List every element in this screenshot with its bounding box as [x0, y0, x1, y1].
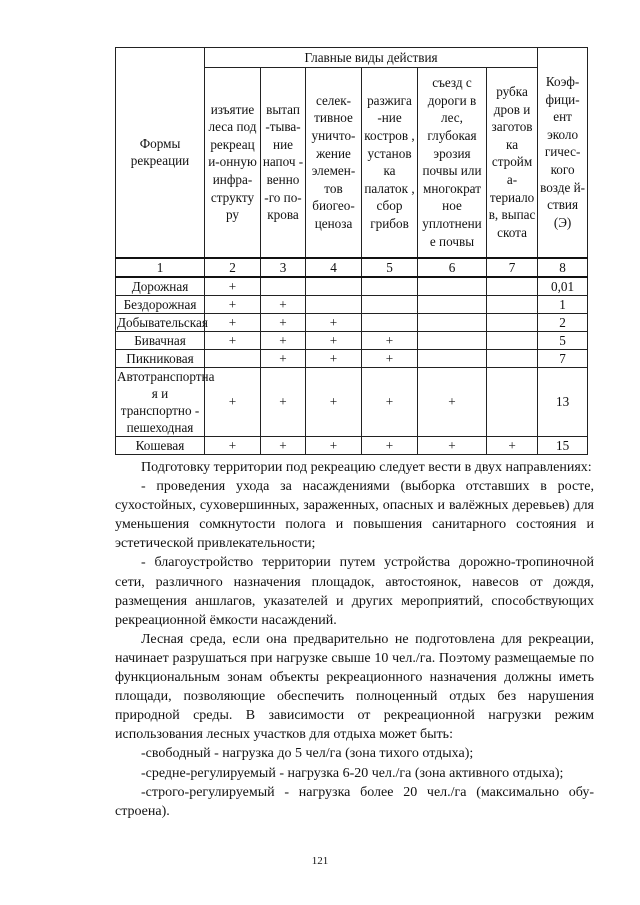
col-number: 4 [306, 258, 362, 277]
cell-mark: + [205, 313, 261, 331]
cell-mark: + [306, 349, 362, 367]
header-col-2: изъятие леса под рекреац и-онную инфра-структу ру [205, 68, 261, 258]
cell-mark [487, 313, 538, 331]
col-number: 5 [362, 258, 418, 277]
cell-mark: + [362, 436, 418, 454]
cell-mark: + [306, 313, 362, 331]
table-row [116, 331, 588, 349]
cell-mark: + [205, 331, 261, 349]
cell-coefficient: 1 [538, 295, 588, 313]
cell-coefficient: 2 [538, 313, 588, 331]
cell-coefficient: 13 [538, 367, 588, 436]
table-row [116, 295, 588, 313]
cell-mark: + [205, 277, 261, 296]
cell-coefficient: 5 [538, 331, 588, 349]
row-form: Пикниковая [116, 349, 205, 367]
cell-mark [487, 277, 538, 296]
cell-mark: + [205, 295, 261, 313]
cell-mark: + [487, 436, 538, 454]
row-form: Автотранспортна я и транспортно - пешеходная [117, 368, 215, 435]
cell-mark: + [362, 367, 418, 436]
cell-mark: + [261, 367, 306, 436]
cell-coefficient: 15 [538, 436, 588, 454]
cell-mark [261, 277, 306, 296]
table-row [116, 313, 588, 331]
cell-mark [362, 295, 418, 313]
header-col-5: разжига -ние костров , установ ка палаток , сбор грибов [362, 68, 418, 258]
cell-mark: + [261, 436, 306, 454]
cell-mark [418, 313, 487, 331]
cell-mark: + [261, 295, 306, 313]
paragraph: -строго-регулируемый - нагрузка более 20 чел./га (максимально обу-строена). [115, 784, 594, 819]
cell-mark [205, 349, 261, 367]
cell-mark: + [418, 367, 487, 436]
cell-mark [306, 277, 362, 296]
cell-mark [487, 349, 538, 367]
paragraph: Подготовку территории под рекреацию следует вести в двух направлениях: [141, 460, 592, 475]
row-form: Бивачная [116, 331, 205, 349]
col-number: 3 [261, 258, 306, 277]
paragraph: -средне-регулируемый - нагрузка 6-20 чел./га (зона активного отдыха); [141, 765, 564, 781]
header-col-6: съезд с дороги в лес, глубокая эрозия почвы или многократ ное уплотнени е почвы [418, 68, 487, 258]
table-row [116, 277, 588, 296]
cell-mark: + [306, 331, 362, 349]
page-number: 121 [311, 855, 329, 867]
cell-mark: + [205, 436, 261, 454]
header-col-4: селек-тивное уничто-жение элемен-тов биогео-ценоза [306, 68, 362, 258]
cell-mark [418, 349, 487, 367]
paragraph: - проведения ухода за насаждениями (выборка отставших в росте, сухостойных, суховершинных, зараженных, опасных и валёжных деревьев) для уменьшения сомкнутости полога и повышения санитарного состояния и эстетической привлекательности; [115, 479, 594, 552]
header-main-actions: Главные виды действия [205, 48, 538, 68]
column-numbers-row [116, 258, 588, 277]
col-number: 2 [205, 258, 261, 277]
cell-mark [418, 277, 487, 296]
cell-mark [487, 295, 538, 313]
cell-mark [418, 295, 487, 313]
cell-mark [418, 331, 487, 349]
cell-mark: + [306, 367, 362, 436]
cell-mark: + [362, 331, 418, 349]
body-text [115, 458, 594, 821]
cell-mark: + [205, 367, 261, 436]
header-forms: Формы рекреации [116, 48, 205, 258]
table-row [116, 349, 588, 367]
cell-mark [362, 313, 418, 331]
header-col-3: вытап -тыва-ние напоч - венно -го по-крова [261, 68, 306, 258]
header-coefficient: Коэф-фици-ент эколо гичес-кого возде й-ствия (Э) [538, 48, 588, 258]
paragraph: Лесная среда, если она предварительно не подготовлена для рекреации, начинает разрушаться при нагрузке свыше 10 чел./га. Поэтому размещаемые по функциональным зонам объекты рекреационного назначения должны иметь площади, позволяющие обеспечить полноценный отдых без нарушения природной среды. В зависимости от рекреационной нагрузки режим использования лесных участков для отдыха может быть: [115, 631, 594, 743]
cell-coefficient: 7 [538, 349, 588, 367]
header-col-7: рубка дров и заготов ка стройм а-териало в, выпас скота [487, 68, 538, 258]
row-form: Бездорожная [116, 295, 205, 313]
col-number: 7 [487, 258, 538, 277]
row-form: Дорожная [116, 277, 205, 296]
cell-mark: + [261, 331, 306, 349]
cell-mark [487, 367, 538, 436]
cell-mark: + [306, 436, 362, 454]
row-form: Добывательская [117, 314, 208, 330]
col-number: 8 [538, 258, 588, 277]
table-row [116, 436, 588, 454]
cell-mark [362, 277, 418, 296]
table-row [116, 367, 588, 436]
cell-mark [306, 295, 362, 313]
cell-mark: + [261, 313, 306, 331]
col-number: 6 [418, 258, 487, 277]
cell-mark: + [362, 349, 418, 367]
cell-coefficient: 0,01 [538, 277, 588, 296]
paragraph: -свободный - нагрузка до 5 чел/га (зона тихого отдыха); [141, 746, 474, 762]
paragraph: - благоустройство территории путем устройства дорожно-тропиночной сети, различного назначения площадок, автостоянок, навесов от дождя, размещения аншлагов, указателей и других мероприятий, способствующих рекреационной ёмкости насаждений. [115, 555, 594, 628]
col-number: 1 [116, 258, 205, 277]
cell-mark: + [261, 349, 306, 367]
row-form: Кошевая [116, 436, 205, 454]
cell-mark: + [418, 436, 487, 454]
cell-mark [487, 331, 538, 349]
recreation-forms-table [115, 47, 588, 455]
